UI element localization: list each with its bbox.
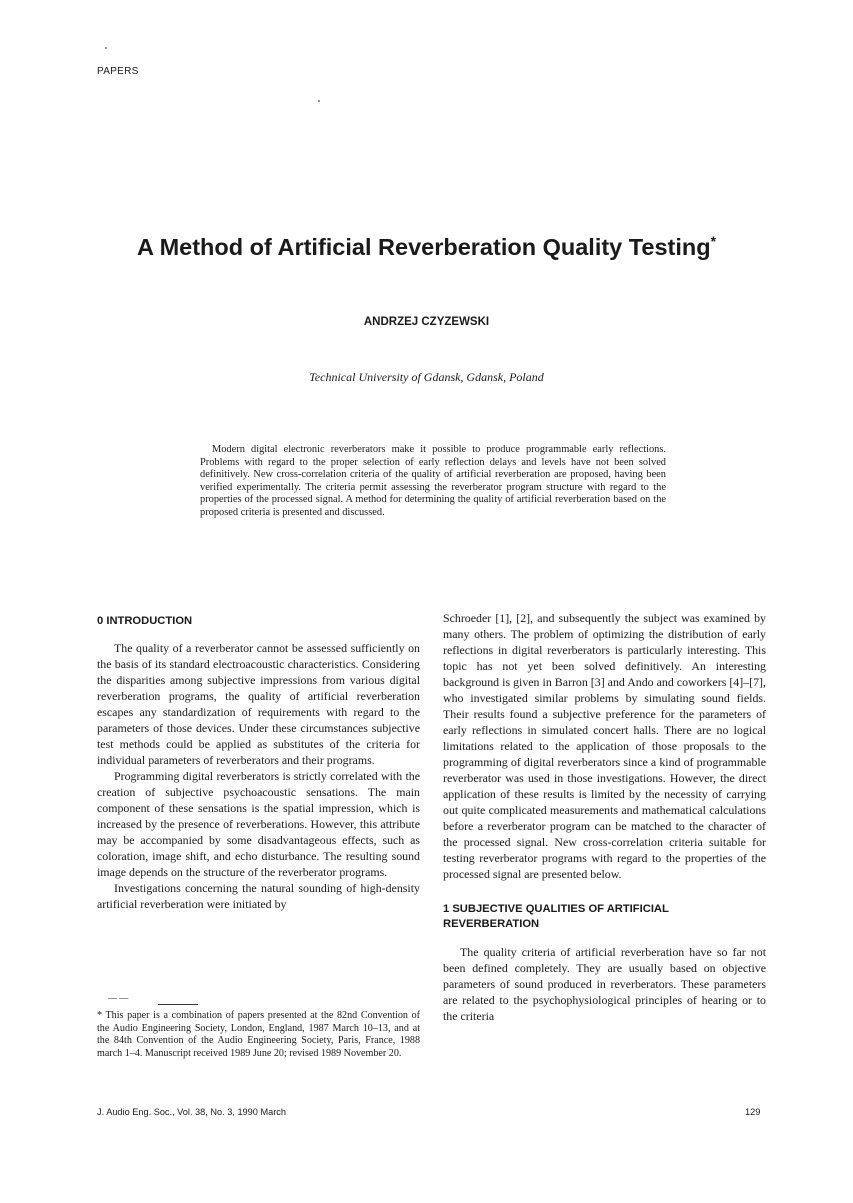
- intro-paragraph-3: Investigations concerning the natural sounding of high-density artificial reverberation were initiated by: [97, 881, 420, 911]
- paper-title-text: A Method of Artificial Reverberation Quality Testing: [136, 233, 711, 260]
- footnote-rule: [158, 1004, 198, 1005]
- right-column: [443, 610, 766, 1024]
- footnote-marks: — —: [108, 993, 129, 1003]
- scan-speck-mid: [318, 100, 320, 102]
- author-affiliation: Technical University of Gdansk, Gdansk, Poland: [309, 370, 544, 384]
- subjective-qualities-heading: 1 SUBJECTIVE QUALITIES OF ARTIFICIAL REVERBERATION: [443, 903, 669, 930]
- left-column: [97, 614, 420, 912]
- title-footnote-mark: *: [710, 233, 717, 249]
- intro-paragraph-1: The quality of a reverberator cannot be assessed sufficiently on the basis of its standard electroacoustic characteristics. Considering the disparities among subjective impressions from various digital reverberation programs, the quality of artificial reverberation escapes any standardization of requirements with regard to the parameters of those devices. Under these circumstances subjective test methods could be applied as substitutes of the criteria for individual parameters of reverberators and their programs.: [97, 641, 420, 767]
- paper-title: [0, 233, 853, 261]
- page-number: 129: [745, 1107, 761, 1117]
- intro-continuation: Schroeder [1], [2], and subsequently the subject was examined by many others. The problem of optimizing the distribution of early reflections in digital reverberators is particularly interesting. This topic has not yet been solved definitively. An interesting background is given in Barron [3] and Ando and coworkers [4]–[7], who investigated similar problems by simulating sound fields. Their results found a subjective preference for the parameters of early reflections in simulated concert halls. There are no logical limitations related to the application of those proposals to the programming of digital reverberators since a kind of programmable reverberator was used in those investigations. However, the direct application of these results is limited by the necessity of carrying out quite complicated measurements and mathematical calculations before a reverberator program can be matched to the character of the processed signal. New cross-correlation criteria suitable for testing reverberator programs with regard to the properties of the processed signal are presented below.: [443, 611, 766, 881]
- intro-paragraph-2: Programming digital reverberators is strictly correlated with the creation of subjective psychoacoustic sensations. The main component of these sensations is the spatial impression, which is increased by the presence of reverberations. However, this attribute may be accompanied by some disadvantageous effects, such as coloration, image shift, and echo disturbance. The resulting sound image depends on the structure of the reverberator programs.: [97, 769, 420, 879]
- subjective-qualities-paragraph: The quality criteria of artificial reverberation have so far not been defined completely. They are usually based on objective parameters of sound produced in reverberators. These parameters are related to the psychophysiological principles of hearing or to the criteria: [443, 945, 766, 1023]
- abstract: Modern digital electronic reverberators make it possible to produce programmable early reflections. Problems with regard to the proper selection of early reflection delays and levels have not been solved definitively. New cross-correlation criteria of the quality of artificial reverberation are proposed, having been verified experimentally. The criteria permit assessing the reverberator program structure with regard to the properties of the processed signal. A method for determining the quality of artificial reverberation based on the proposed criteria is presented and discussed.: [200, 444, 666, 518]
- author-name: ANDRZEJ CZYZEWSKI: [363, 316, 490, 328]
- footnote: * This paper is a combination of papers presented at the 82nd Convention of the Audio Engineering Society, London, England, 1987 March 10–13, and at the 84th Convention of the Audio Engineering Society, Paris, France, 1988 march 1–4. Manuscript received 1989 June 20; revised 1989 November 20.: [97, 1010, 420, 1059]
- scan-speck-top: [105, 47, 107, 49]
- section-label: PAPERS: [97, 66, 139, 77]
- intro-heading: 0 INTRODUCTION: [97, 615, 193, 627]
- journal-citation: J. Audio Eng. Soc., Vol. 38, No. 3, 1990 March: [97, 1107, 286, 1117]
